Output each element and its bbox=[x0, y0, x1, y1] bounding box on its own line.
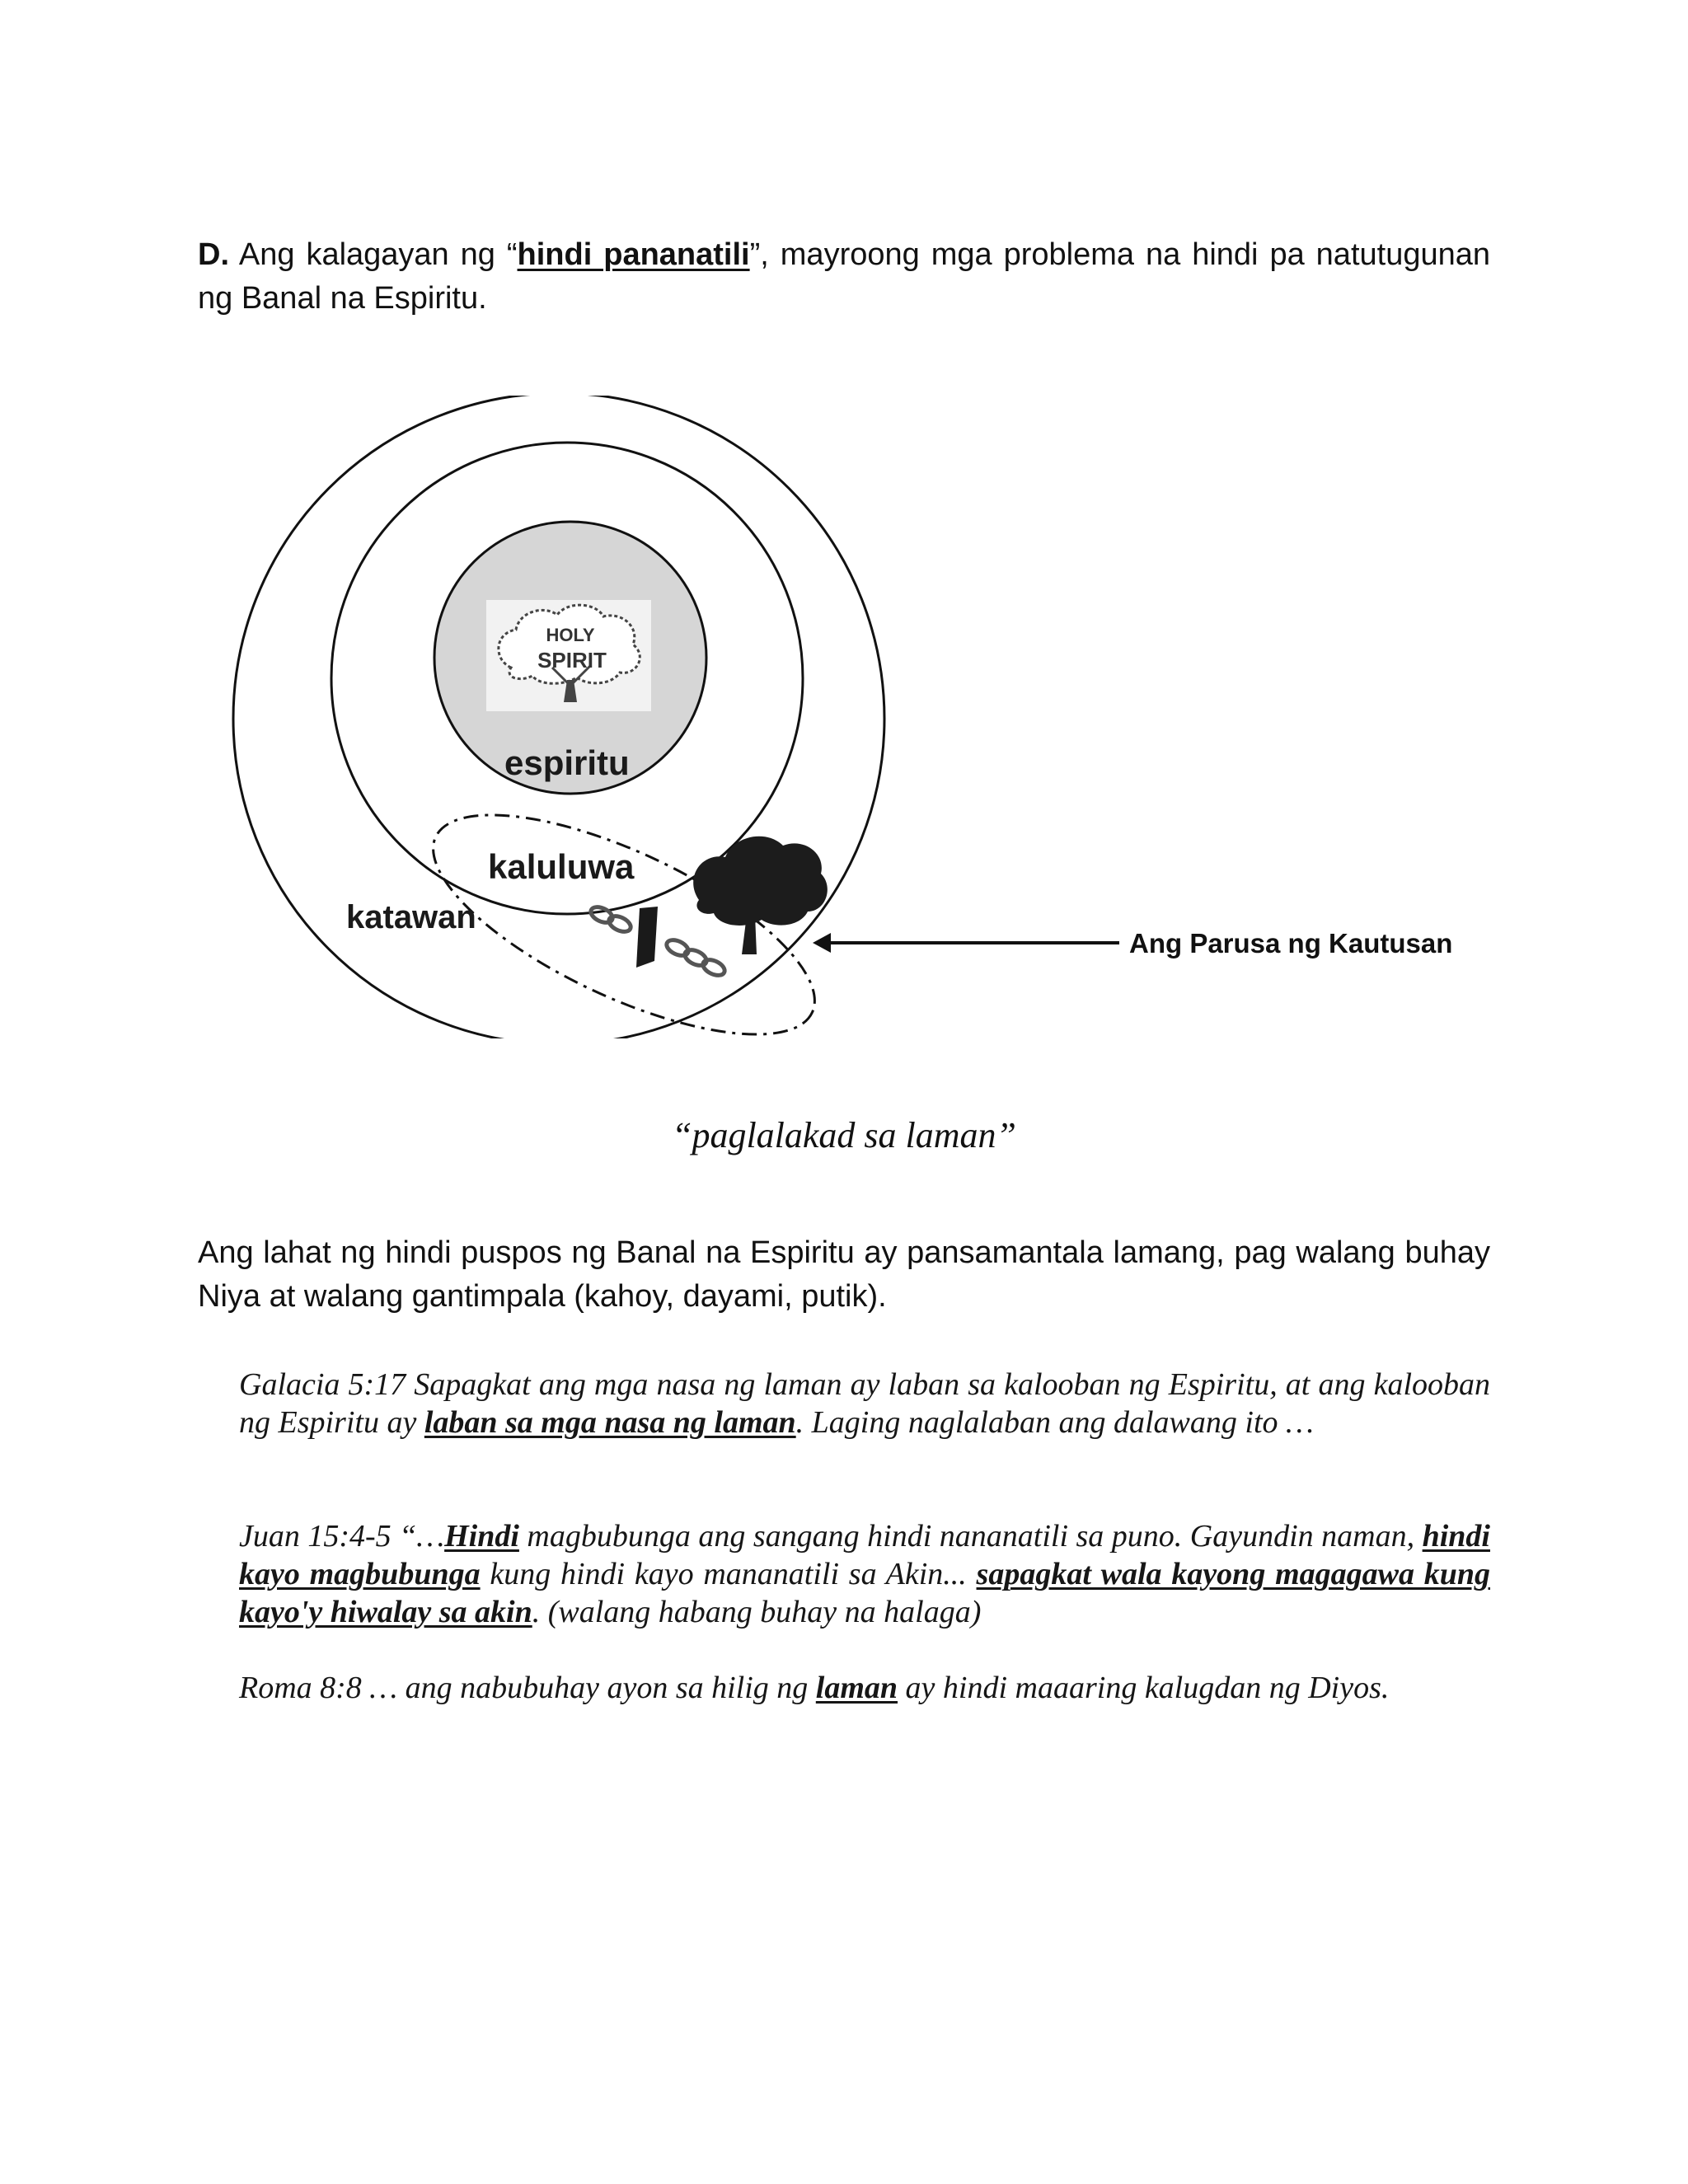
lock-icon bbox=[636, 907, 658, 968]
body-paragraph: Ang lahat ng hindi puspos ng Banal na Espiritu ay pansamantala lamang, pag walang buhay Niya at walang gantimpala (kahoy, dayami, putik). bbox=[198, 1235, 1490, 1314]
verse-romans bbox=[239, 1669, 1490, 1707]
verse-text: Roma 8:8 … ang nabubuhay ayon sa hilig ng bbox=[239, 1671, 816, 1705]
verse-emphasis: sapagkat wala kayong magagawa kung kayo'y hiwalay sa akin bbox=[239, 1557, 1491, 1629]
verse-emphasis: laban sa mga nasa ng laman bbox=[424, 1405, 796, 1440]
spirit-soul-body-diagram bbox=[0, 396, 1688, 1038]
verse-emphasis: Hindi bbox=[444, 1519, 519, 1554]
verse-text: Galacia 5:17 Sapagkat ang mga nasa ng laman ay laban sa kalooban ng Espiritu, at ang kalooban ng Espiritu ay bbox=[239, 1367, 1490, 1440]
holy-spirit-tree-icon bbox=[486, 600, 651, 711]
verse-emphasis: laman bbox=[815, 1671, 898, 1705]
section-intro: Ang kalagayan ng “ bbox=[238, 237, 518, 272]
verse-galatians bbox=[239, 1366, 1490, 1441]
verse-emphasis: hindi kayo magbubunga bbox=[239, 1519, 1490, 1591]
section-rest: ”, mayroong mga problema na hindi pa natutugunan ng Banal na Espiritu. bbox=[198, 237, 1490, 316]
diagram-caption: “paglalakad sa laman” bbox=[671, 1115, 1017, 1155]
key-term: hindi pananatili bbox=[517, 237, 750, 272]
body-label: katawan bbox=[346, 899, 476, 935]
verse-text: . (walang habang buhay na halaga) bbox=[532, 1595, 982, 1629]
section-heading-paragraph bbox=[198, 233, 1490, 321]
soul-label: kaluluwa bbox=[488, 847, 635, 886]
verse-text: Juan 15:4-5 “… bbox=[239, 1519, 445, 1554]
pointer-label: Ang Parusa ng Kautusan bbox=[1129, 928, 1453, 958]
dark-tree-icon bbox=[693, 837, 828, 954]
spirit-label: espiritu bbox=[504, 743, 630, 782]
verse-text: ay hindi maaaring kalugdan ng Diyos. bbox=[898, 1671, 1390, 1705]
tree-label-line2: SPIRIT bbox=[537, 648, 607, 673]
verse-john bbox=[239, 1517, 1490, 1631]
verse-text: . Laging naglalaban ang dalawang ito … bbox=[795, 1405, 1314, 1440]
section-letter: D. bbox=[198, 237, 229, 272]
arrow-head-icon bbox=[813, 933, 831, 953]
verse-text: magbubunga ang sangang hindi nananatili sa puno. Gayundin naman, bbox=[518, 1519, 1423, 1554]
verse-text: kung hindi kayo mananatili sa Akin... bbox=[480, 1557, 977, 1591]
tree-label-line1: HOLY bbox=[546, 625, 595, 645]
chain-icon bbox=[588, 904, 727, 978]
